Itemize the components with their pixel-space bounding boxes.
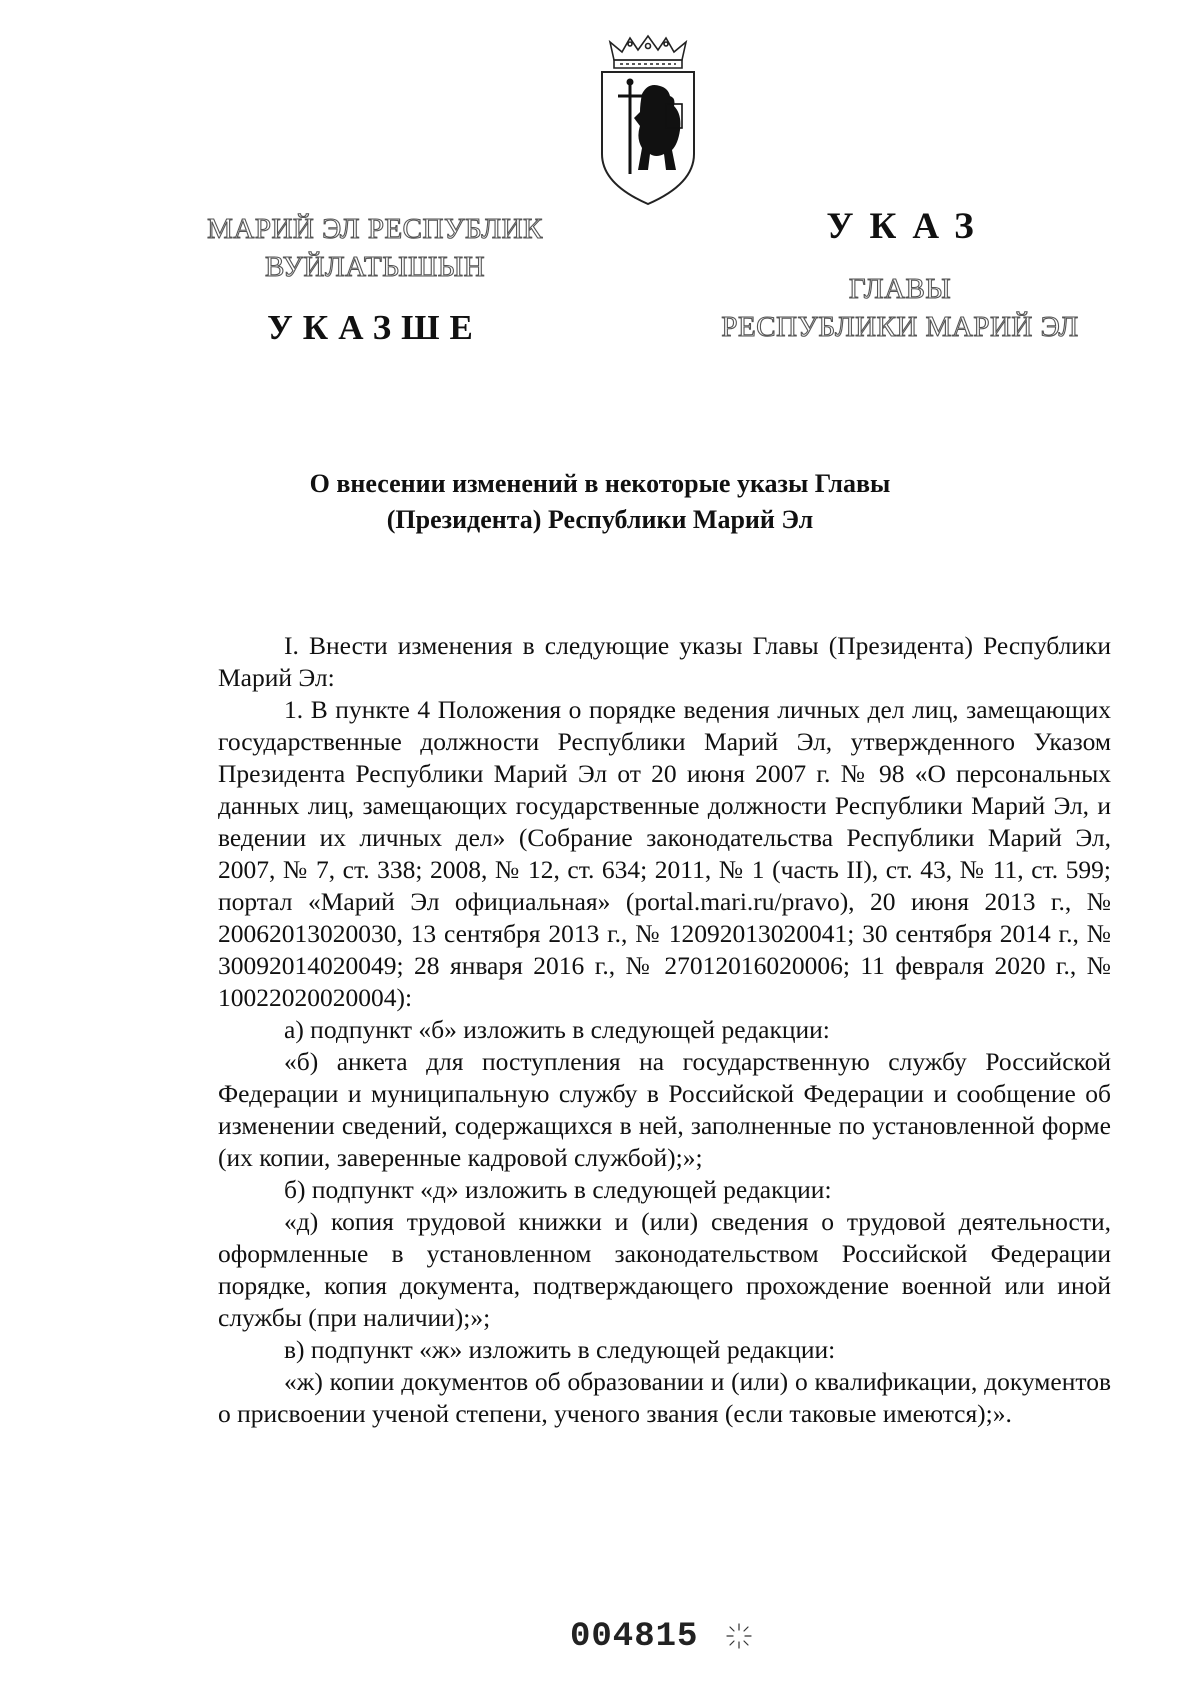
- body-paragraph: «ж) копии документов об образовании и (или) о квалификации, документов о присвоении ученой степени, ученого звания (если таковые имеются);».: [218, 1367, 1111, 1428]
- header-left-line2: ВУЙЛАТЫШЫН: [264, 251, 486, 283]
- document-title: [200, 466, 1000, 538]
- header-left-block: [200, 210, 550, 348]
- body-paragraph: I. Внести изменения в следующие указы Главы (Президента) Республики Марий Эл:: [218, 631, 1111, 692]
- document-body: [218, 630, 1111, 1430]
- body-paragraph: «б) анкета для поступления на государственную службу Российской Федерации и муниципальную службу в Российской Федерации и сообщение об изменении сведений, содержащихся в ней, заполненные по установленной форме (их копии, заверенные кадровой службой);»;: [218, 1047, 1111, 1172]
- body-paragraph: в) подпункт «ж» изложить в следующей редакции:: [284, 1335, 836, 1364]
- coat-of-arms-emblem: [596, 34, 700, 206]
- header-right-line1: ГЛАВЫ: [848, 273, 952, 305]
- body-paragraph: «д) копия трудовой книжки и (или) сведения о трудовой деятельности, оформленные в установленном законодательством Российской Федерации порядке, копия документа, подтверждающего прохождение военной или иной службы (при наличии);»;: [218, 1207, 1111, 1332]
- header-right-block: [690, 205, 1110, 346]
- header-right-line2: РЕСПУБЛИКИ МАРИЙ ЭЛ: [721, 311, 1079, 343]
- header-right-title: УКАЗ: [826, 206, 990, 247]
- document-title-line2: (Президента) Республики Марий Эл: [386, 505, 814, 534]
- star-seal-icon: [725, 1622, 753, 1650]
- document-title-line1: О внесении изменений в некоторые указы Главы: [309, 469, 891, 498]
- body-paragraph: 1. В пункте 4 Положения о порядке ведения личных дел лиц, замещающих государственные должности Республики Марий Эл, утвержденного Указом Президента Республики Марий Эл от 20 июня 2007 г. № 98 «О персональных данных лиц, замещающих государственные должности Республики Марий Эл, и ведении их личных дел» (Собрание законодательства Республики Марий Эл, 2007, № 7, ст. 338; 2008, № 12, ст. 634; 2011, № 1 (часть II), ст. 43, № 11, ст. 599; портал «Марий Эл официальная» (portal.mari.ru/pravo), 20 июня 2013 г., № 20062013020030, 13 сентября 2013 г., № 12092013020041; 30 сентября 2014 г., № 30092014020049; 28 января 2016 г., № 27012016020006; 11 февраля 2020 г., № 10022020020004):: [218, 695, 1111, 1012]
- header-left-title: УКАЗШЕ: [267, 308, 483, 347]
- body-paragraph: б) подпункт «д» изложить в следующей редакции:: [284, 1175, 832, 1204]
- body-paragraph: а) подпункт «б» изложить в следующей редакции:: [284, 1015, 830, 1044]
- serial-number: 004815: [570, 1618, 699, 1656]
- header-left-line1: МАРИЙ ЭЛ РЕСПУБЛИК: [207, 213, 543, 245]
